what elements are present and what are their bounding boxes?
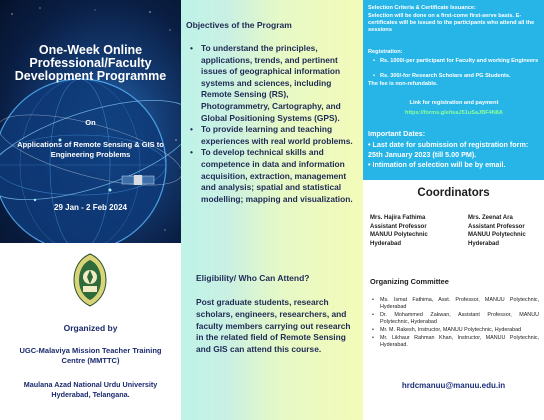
programme-dates: 29 Jan - 2 Feb 2024 xyxy=(54,203,127,212)
registration-link-label: Link for registration and payment xyxy=(409,100,499,106)
committee-member: • Dr. Mohammed Zakwan, Assistant Professor, MANUU Polytechnic, Hyderabad xyxy=(371,312,539,326)
important-date-item: • Last date for submission of registration form: 25th January 2023 (till 5.00 PM). xyxy=(368,140,529,159)
important-date-item: • Intimation of selection will be by email. xyxy=(368,160,506,169)
registration-link[interactable]: https://forms.gle/teaJ51uSaJBF4N8A xyxy=(405,110,503,116)
fee-note: The fee is non-refundable. xyxy=(368,81,438,87)
left-column xyxy=(0,0,181,420)
eligibility-title: Eligibility/ Who Can Attend? xyxy=(196,273,310,283)
coordinator-card xyxy=(370,214,450,248)
selection-heading: Selection Criteria & Certificate Issuance: xyxy=(368,5,476,11)
coordinator-role: Assistant Professor xyxy=(370,223,427,230)
organized-by-label: Organized by xyxy=(63,323,118,333)
coordinator-org: MANUU Polytechnic xyxy=(468,232,526,239)
committee-list xyxy=(371,297,539,351)
programme-title-line-3: Development Programme xyxy=(14,69,167,83)
objectives-title: Objectives of the Program xyxy=(186,20,292,30)
programme-topic: Applications of Remote Sensing & GIS to Engineering Problems xyxy=(17,140,164,159)
coordinators-title: Coordinators xyxy=(417,187,490,199)
coordinator-name: Mrs. Hajira Fathima xyxy=(370,215,426,221)
on-label: On xyxy=(85,118,96,127)
objective-item: • To provide learning and teaching experiences with real world problems. xyxy=(187,124,359,147)
eligibility-body: Post graduate students, research scholars, engineers, researchers, and faculty members carrying out research in the related field of Remote Sensing and GIS can attend this course. xyxy=(196,297,351,355)
coordinator-city: Hyderabad xyxy=(370,240,402,247)
programme-title-line-1: One-Week Online xyxy=(38,43,143,57)
coordinator-name: Mrs. Zeenat Ara xyxy=(468,215,513,221)
programme-title-line-2: Professional/Faculty xyxy=(29,56,152,70)
right-column-content xyxy=(363,0,544,420)
organizer-centre: UGC-Malaviya Mission Teacher Training Centre (MMTTC) xyxy=(19,346,162,365)
committee-member: • Mr. M. Rakesh, Instructor, MANUU Polytechnic, Hyderabad xyxy=(371,327,539,334)
organizing-committee-title: Organizing Committee xyxy=(370,277,449,286)
objectives-list xyxy=(187,43,359,205)
selection-body: Selection will be done on a first-come first-serve basis. E-certificates will be issued to the participants who attend all the sessions xyxy=(368,12,535,34)
organizer-university: Maulana Azad National Urdu University Hyderabad, Telangana. xyxy=(23,380,158,399)
hero-banner xyxy=(0,0,181,243)
coordinator-org: MANUU Polytechnic xyxy=(370,232,428,239)
coordinator-city: Hyderabad xyxy=(468,240,500,247)
university-logo xyxy=(70,252,110,308)
important-dates-heading: Important Dates: xyxy=(368,129,426,138)
committee-member: • Mr. Likhaur Rahman Khan, Instructor, MANUU Polytechnic, Hyderabad. xyxy=(371,335,539,349)
registration-fee-item: • Rs. 300/-for Research Scholars and PG Students. xyxy=(373,73,539,80)
registration-heading: Registration: xyxy=(368,49,403,55)
registration-fee-item: • Rs. 1000/-per participant for Faculty and working Engineers xyxy=(373,58,539,65)
objective-item: • To develop technical skills and competence in data and information acquisition, extraction, management and analysis; spatial and statistical modelling; mapping and visualization. xyxy=(187,147,359,205)
committee-member: • Ms. Ismat Fathima, Asst. Professor, MANUU Polytechnic, Hyderabad xyxy=(371,297,539,311)
middle-column xyxy=(181,0,363,420)
coordinator-card xyxy=(468,214,544,248)
contact-email[interactable]: hrdcmanuu@manuu.edu.in xyxy=(401,381,506,390)
objective-item: • To understand the principles, applications, trends, and pertinent issues of geographical information systems and sciences, including Remote Sensing (RS), Photogrammetry, Cartography, and Global Positioning Systems (GPS). xyxy=(187,43,359,124)
coordinator-role: Assistant Professor xyxy=(468,223,525,230)
